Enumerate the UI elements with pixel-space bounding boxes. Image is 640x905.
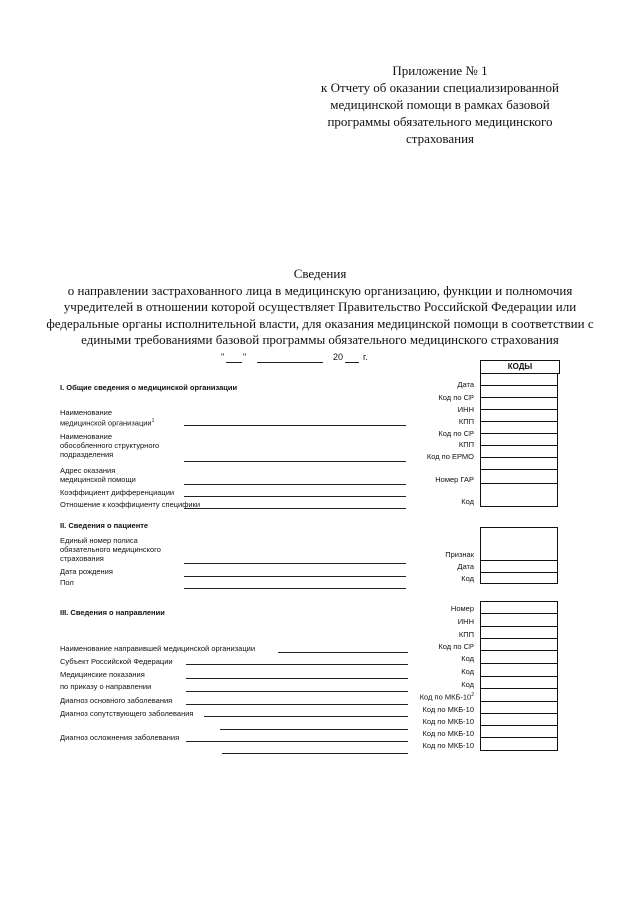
date-year-field[interactable]	[345, 352, 359, 363]
code-label: Признак	[445, 550, 474, 559]
code-label: Номер	[450, 604, 474, 613]
code-label: Код по СР	[438, 393, 474, 402]
section-2-title: II. Сведения о пациенте	[60, 521, 149, 530]
section-1-title: I. Общие сведения о медицинской организации	[60, 383, 238, 392]
appendix-block	[320, 62, 560, 147]
diag-comp-label: Диагноз осложнения заболевания	[60, 733, 180, 742]
code-cell[interactable]	[480, 601, 558, 614]
title-line: федеральные органы исполнительной власти, для оказания медицинской помощи в соответствии с	[46, 315, 594, 331]
subdivision-label: Наименование обособленного структурного подразделения	[60, 432, 160, 459]
code-label: Код	[461, 667, 474, 676]
code-cell[interactable]	[480, 639, 558, 651]
code-cell[interactable]	[480, 689, 558, 702]
appendix-title: Приложение № 1	[392, 63, 488, 78]
subject-field[interactable]	[186, 664, 408, 665]
code-cell[interactable]	[480, 410, 558, 422]
code-cell[interactable]	[480, 573, 558, 584]
appendix-line: страхования	[405, 131, 474, 146]
code-label: Код по СР	[438, 429, 474, 438]
code-cell[interactable]	[480, 664, 558, 677]
ratio-field[interactable]	[184, 508, 406, 509]
code-cell[interactable]	[480, 458, 558, 470]
code-cell[interactable]	[480, 651, 558, 664]
date-month-field[interactable]	[257, 352, 323, 363]
coef-field[interactable]	[184, 496, 406, 497]
code-label: ИНН	[457, 617, 474, 626]
code-cell[interactable]	[480, 702, 558, 714]
code-label: Номер ГАР	[435, 475, 474, 484]
date-close-quote: "	[243, 352, 247, 362]
subject-label: Субъект Российской Федерации	[60, 657, 173, 666]
code-cell[interactable]	[480, 446, 558, 458]
code-label: КПП	[458, 630, 474, 639]
code-label: КПП	[458, 417, 474, 426]
code-cell[interactable]	[480, 484, 558, 507]
diag-main-field[interactable]	[186, 704, 408, 705]
appendix-line: к Отчету об оказании специализированной	[321, 80, 559, 95]
code-cell-date[interactable]	[480, 373, 558, 386]
diag-comp-field[interactable]	[222, 753, 408, 754]
policy-label: Единый номер полиса обязательного медицинского страхования	[60, 536, 161, 563]
section-3-title: III. Сведения о направлении	[60, 608, 165, 617]
diag-sec-label: Диагноз сопутствующего заболевания	[60, 709, 194, 718]
diag-comp-field[interactable]	[186, 741, 408, 742]
code-cell[interactable]	[480, 726, 558, 738]
codes-header: КОДЫ	[480, 360, 560, 374]
code-label: Код по СР	[438, 642, 474, 651]
birth-field[interactable]	[184, 576, 406, 577]
code-cell-policy[interactable]	[480, 527, 558, 561]
code-cell[interactable]	[480, 470, 558, 484]
code-cell[interactable]	[480, 398, 558, 410]
code-cell[interactable]	[480, 434, 558, 446]
code-cell[interactable]	[480, 627, 558, 639]
code-label: Код	[461, 654, 474, 663]
date-day-field[interactable]	[226, 352, 242, 363]
indications-label: Медицинские показания по приказу о направлении	[60, 670, 152, 691]
code-cell[interactable]	[480, 614, 558, 627]
diag-main-label: Диагноз основного заболевания	[60, 696, 173, 705]
date-open-quote: "	[221, 352, 225, 362]
code-label: Код по МКБ-$10^2$	[419, 692, 474, 702]
policy-field[interactable]	[184, 563, 406, 564]
birth-label: Дата рождения	[60, 567, 113, 576]
indications-field[interactable]	[186, 691, 408, 692]
code-label: Дата	[457, 380, 474, 389]
appendix-line: медицинской помощи в рамках базовой	[330, 97, 550, 112]
date-year-prefix: 20	[333, 352, 344, 362]
code-cell[interactable]	[480, 422, 558, 434]
referring-org-field[interactable]	[278, 652, 408, 653]
title-line: о направлении застрахованного лица в медицинскую организацию, функции и полномочия	[67, 282, 573, 298]
address-field[interactable]	[184, 484, 406, 485]
code-cell[interactable]	[480, 677, 558, 689]
code-label: Код по МКБ-10	[422, 717, 474, 726]
code-cell[interactable]	[480, 714, 558, 726]
sex-field[interactable]	[184, 588, 406, 589]
ratio-label: Отношение к коэффициенту специфики	[60, 500, 201, 509]
subdivision-field[interactable]	[184, 461, 406, 462]
code-label: КПП	[458, 440, 474, 449]
code-cell[interactable]	[480, 386, 558, 398]
title-line: едиными требованиями базовой программы обязательного медицинского страхования	[81, 332, 559, 347]
code-label: Дата	[457, 562, 474, 571]
date-year-suffix: г.	[363, 352, 368, 362]
org-name-label: Наименование медицинской организации$^1$	[60, 408, 155, 428]
code-label: Код	[461, 680, 474, 689]
indications-field[interactable]	[186, 678, 408, 679]
address-label: Адрес оказания медицинской помощи	[60, 466, 136, 484]
document-heading: Сведения	[293, 266, 347, 281]
code-label: Код	[461, 497, 474, 506]
diag-sec-field[interactable]	[220, 729, 408, 730]
sex-label: Пол	[60, 578, 74, 587]
coef-label: Коэффициент дифференциации	[60, 488, 175, 497]
code-label: Код по МКБ-10	[422, 729, 474, 738]
code-label: ИНН	[457, 405, 474, 414]
document-title-block	[40, 266, 600, 349]
title-line: учредителей в отношении которой осуществляет Правительство Российской Федерации или	[63, 299, 577, 314]
org-name-field[interactable]	[184, 425, 406, 426]
referring-org-label: Наименование направившей медицинской организации	[60, 644, 256, 653]
code-label: Код по МКБ-10	[422, 705, 474, 714]
code-label: Код	[461, 574, 474, 583]
code-cell[interactable]	[480, 561, 558, 573]
code-cell[interactable]	[480, 738, 558, 751]
code-label: Код по МКБ-10	[422, 741, 474, 750]
appendix-line: программы обязательного медицинского	[327, 114, 553, 129]
code-label: Код по ЕРМО	[426, 452, 474, 461]
diag-sec-field[interactable]	[204, 716, 408, 717]
